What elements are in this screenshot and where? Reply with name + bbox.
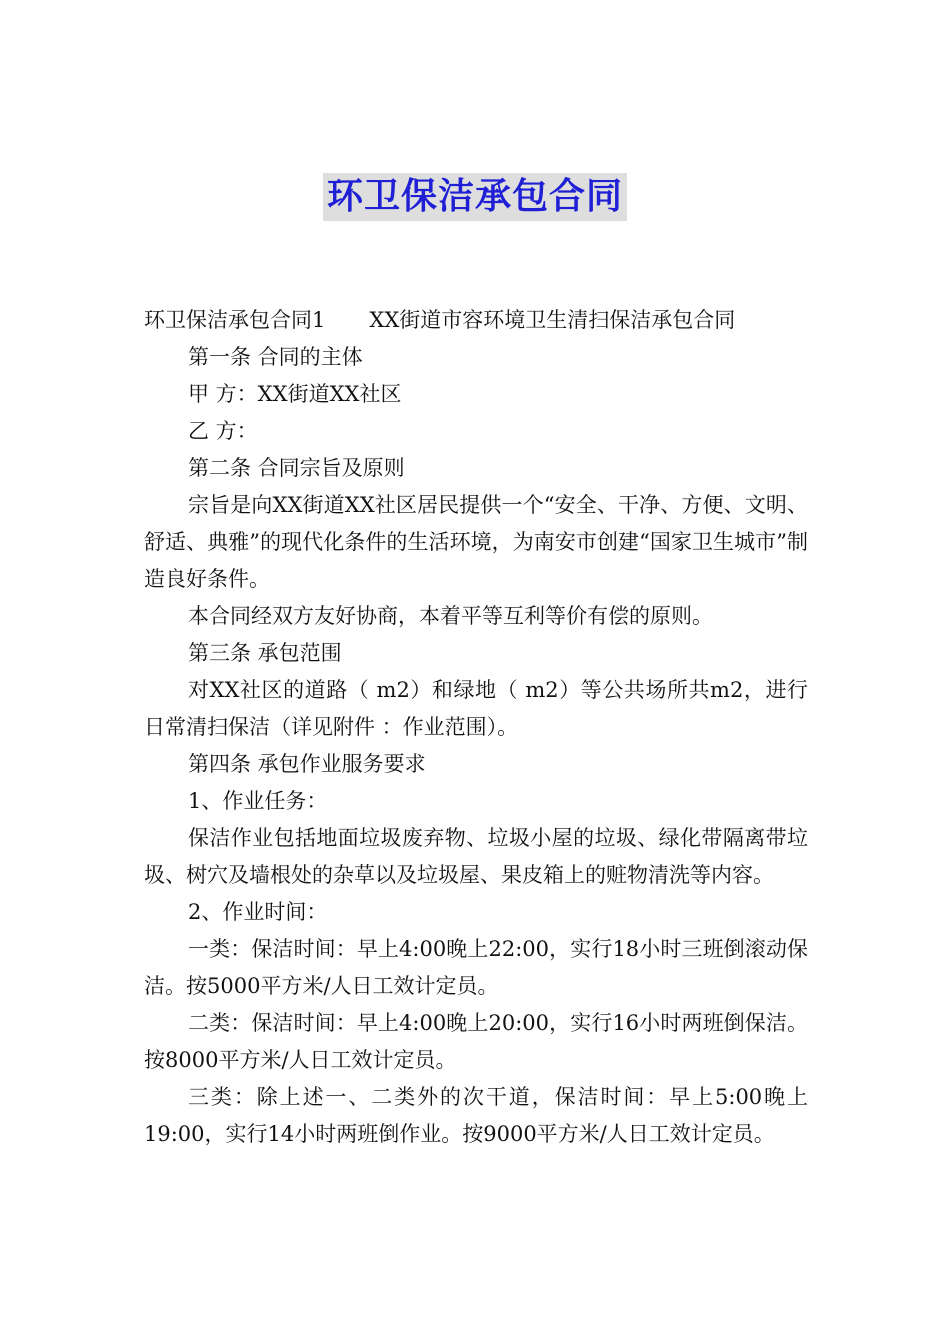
class-1-paragraph: 一类：保洁时间：早上4:00晚上22:00，实行18小时三班倒滚动保洁。按5000平方米/人日工效计定员。 — [144, 937, 808, 998]
task-heading: 1、作业任务： — [188, 789, 328, 813]
class-2-paragraph: 二类：保洁时间：早上4:00晚上20:00，实行16小时两班倒保洁。按8000平方米/人日工效计定员。 — [144, 1011, 808, 1072]
principle-paragraph: 本合同经双方友好协商，本着平等互利等价有偿的原则。 — [188, 604, 713, 628]
purpose-paragraph: 宗旨是向XX街道XX社区居民提供一个“安全、干净、方便、文明、舒适、典雅”的现代化条件的生活环境，为南安市创建“国家卫生城市”制造良好条件。 — [144, 493, 808, 591]
article-1-heading: 第一条 合同的主体 — [188, 345, 363, 369]
party-a-line: 甲 方：XX街道XX社区 — [188, 382, 402, 406]
article-3-heading: 第三条 承包范围 — [188, 641, 342, 665]
scope-paragraph: 对XX社区的道路（ m2）和绿地（ m2）等公共场所共m2，进行日常清扫保洁（详见附件 ：作业范围）。 — [144, 678, 808, 739]
class-3-paragraph: 三类：除上述一、二类外的次干道，保洁时间：早上5:00晚上19:00，实行14小时两班倒作业。按9000平方米/人日工效计定员。 — [144, 1085, 808, 1146]
intro-subtitle: XX街道市容环境卫生清扫保洁承包合同 — [369, 308, 736, 332]
document-title: 环卫保洁承包合同 — [323, 173, 627, 221]
time-heading: 2、作业时间： — [188, 900, 328, 924]
article-2-heading: 第二条 合同宗旨及原则 — [188, 456, 405, 480]
intro-heading: 环卫保洁承包合同1 — [144, 308, 326, 332]
party-b-line: 乙 方： — [188, 419, 258, 443]
task-paragraph: 保洁作业包括地面垃圾废弃物、垃圾小屋的垃圾、绿化带隔离带垃圾、树穴及墙根处的杂草以及垃圾屋、果皮箱上的赃物清洗等内容。 — [144, 826, 808, 887]
intro-line — [144, 302, 808, 339]
document-body — [144, 302, 808, 1153]
article-4-heading: 第四条 承包作业服务要求 — [188, 752, 426, 776]
title-container — [0, 173, 950, 221]
